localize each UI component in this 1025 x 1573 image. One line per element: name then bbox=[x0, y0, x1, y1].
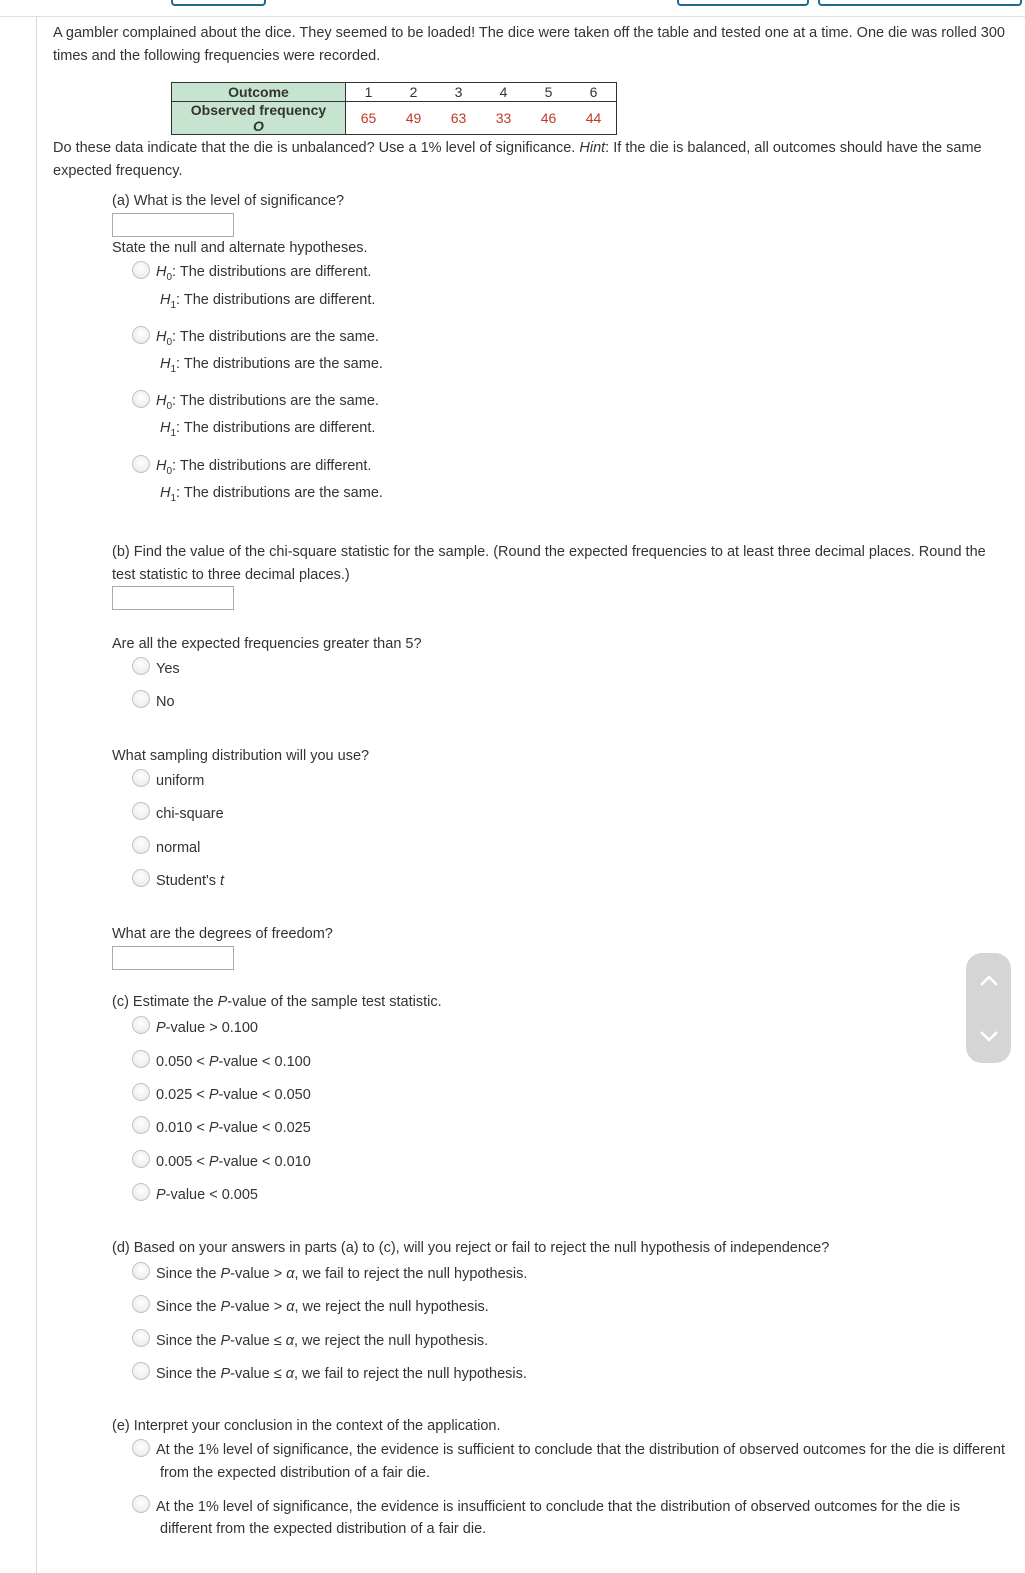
distribution-prompt: What sampling distribution will you use? bbox=[112, 748, 370, 764]
question-line2: expected frequency. bbox=[53, 163, 183, 179]
hypothesis-1-h1 bbox=[160, 290, 375, 316]
observed-cell: 44 bbox=[571, 102, 617, 135]
decision-pre: Since the bbox=[156, 1333, 221, 1349]
pvalue-option-2 bbox=[156, 1052, 311, 1072]
part-a-prompt: (a) What is the level of significance? bbox=[112, 193, 345, 209]
question-pre: Do these data indicate that the die is unbalanced? Use a 1% level of significance. bbox=[53, 140, 580, 156]
h-symbol: H bbox=[156, 393, 167, 409]
alpha-symbol: α bbox=[285, 1333, 294, 1349]
expected-option-no: No bbox=[156, 694, 175, 710]
h0-text: : The distributions are different. bbox=[172, 458, 372, 474]
pvalue-radio-2[interactable] bbox=[132, 1050, 150, 1068]
question-line1 bbox=[53, 137, 982, 160]
distribution-radio-chi-square[interactable] bbox=[132, 802, 150, 820]
part-b-prompt-line2: test statistic to three decimal places.) bbox=[112, 567, 350, 583]
pvalue-post: -value < 0.050 bbox=[218, 1087, 311, 1103]
h1-text: : The distributions are different. bbox=[176, 292, 376, 308]
degrees-of-freedom-input[interactable] bbox=[112, 946, 234, 970]
observed-header bbox=[172, 102, 346, 135]
conclusion-option-2-line1: At the 1% level of significance, the evidence is insufficient to conclude that the distribution of observed outcomes for the die is bbox=[156, 1499, 961, 1515]
conclusion-option-2-line2: different from the expected distribution of a fair die. bbox=[160, 1521, 487, 1537]
expected-option-yes: Yes bbox=[156, 661, 180, 677]
h1-text: : The distributions are the same. bbox=[176, 356, 383, 372]
pvalue-post: -value < 0.010 bbox=[218, 1154, 311, 1170]
decision-post: , we fail to reject the null hypothesis. bbox=[293, 1366, 527, 1382]
h-subscript: 1 bbox=[170, 363, 177, 375]
decision-radio-1[interactable] bbox=[132, 1262, 150, 1280]
question-post: : If the die is balanced, all outcomes should have the same bbox=[605, 140, 982, 156]
chevron-down-icon bbox=[978, 1029, 1000, 1043]
pvalue-option-5 bbox=[156, 1152, 311, 1172]
h-symbol: H bbox=[156, 458, 167, 474]
pvalue-pre: 0.025 < bbox=[156, 1087, 209, 1103]
conclusion-radio-2[interactable] bbox=[132, 1495, 150, 1513]
outcome-cell: 6 bbox=[571, 83, 617, 102]
p-symbol: P bbox=[208, 1120, 219, 1136]
hypothesis-4-h0 bbox=[156, 456, 371, 482]
decision-option-1 bbox=[156, 1264, 527, 1284]
part-d-prompt: (d) Based on your answers in parts (a) to (c), will you reject or fail to reject the null hypothesis of independence? bbox=[112, 1240, 830, 1256]
hypothesis-2-h0 bbox=[156, 327, 379, 353]
p-symbol: P bbox=[220, 1299, 231, 1315]
part-c-post: -value of the sample test statistic. bbox=[227, 994, 442, 1010]
decision-mid: -value ≤ bbox=[230, 1333, 286, 1349]
decision-pre: Since the bbox=[156, 1266, 221, 1282]
hypothesis-radio-3[interactable] bbox=[132, 390, 150, 408]
p-symbol: P bbox=[156, 1187, 166, 1203]
p-symbol: P bbox=[220, 1266, 231, 1282]
question-nav bbox=[966, 953, 1011, 1063]
pvalue-option-3 bbox=[156, 1085, 311, 1105]
hypothesis-radio-2[interactable] bbox=[132, 326, 150, 344]
problem-intro-line1: A gambler complained about the dice. They seemed to be loaded! The dice were taken off the table and tested one at a time. One die was rolled 300 bbox=[53, 25, 1005, 41]
pvalue-radio-1[interactable] bbox=[132, 1016, 150, 1034]
h-subscript: 1 bbox=[170, 492, 177, 504]
pvalue-option-1 bbox=[156, 1018, 258, 1038]
p-symbol: P bbox=[220, 1333, 231, 1349]
expected-prompt: Are all the expected frequencies greater than 5? bbox=[112, 636, 422, 652]
expected-radio-no[interactable] bbox=[132, 690, 150, 708]
frequency-table bbox=[171, 82, 617, 135]
expected-radio-yes[interactable] bbox=[132, 657, 150, 675]
alpha-symbol: α bbox=[286, 1266, 295, 1282]
distribution-radio-normal[interactable] bbox=[132, 836, 150, 854]
pvalue-pre: 0.050 < bbox=[156, 1054, 209, 1070]
h-subscript: 1 bbox=[170, 299, 177, 311]
p-symbol: P bbox=[208, 1054, 219, 1070]
pvalue-pre: 0.005 < bbox=[156, 1154, 209, 1170]
hint-word: Hint bbox=[579, 140, 606, 156]
decision-radio-4[interactable] bbox=[132, 1362, 150, 1380]
hypothesis-1-h0 bbox=[156, 262, 371, 288]
hypotheses-prompt: State the null and alternate hypotheses. bbox=[112, 240, 368, 256]
pvalue-option-6 bbox=[156, 1185, 258, 1205]
t-symbol: t bbox=[220, 873, 225, 889]
outcome-cell: 1 bbox=[346, 83, 392, 102]
h1-text: : The distributions are different. bbox=[176, 420, 376, 436]
decision-post: , we reject the null hypothesis. bbox=[294, 1299, 489, 1315]
pvalue-radio-5[interactable] bbox=[132, 1150, 150, 1168]
h-symbol: H bbox=[160, 356, 171, 372]
hypothesis-radio-1[interactable] bbox=[132, 261, 150, 279]
outcome-cell: 4 bbox=[481, 83, 526, 102]
decision-pre: Since the bbox=[156, 1366, 221, 1382]
alpha-symbol: α bbox=[286, 1299, 295, 1315]
significance-input[interactable] bbox=[112, 213, 234, 237]
hypothesis-3-h0 bbox=[156, 391, 379, 417]
conclusion-option-1-line1: At the 1% level of significance, the evidence is sufficient to conclude that the distribution of observed outcomes for the die is different bbox=[156, 1442, 1006, 1458]
p-symbol: P bbox=[220, 1366, 231, 1382]
alpha-symbol: α bbox=[285, 1366, 294, 1382]
top-bar bbox=[0, 0, 1025, 17]
top-tab-button-3[interactable] bbox=[818, 0, 1022, 6]
top-tab-button-2[interactable] bbox=[677, 0, 809, 6]
nav-down-button[interactable] bbox=[966, 1008, 1011, 1063]
observed-label: Observed frequency bbox=[190, 102, 327, 118]
outcome-row bbox=[172, 83, 617, 102]
hypothesis-2-h1 bbox=[160, 354, 383, 380]
observed-cell: 33 bbox=[481, 102, 526, 135]
pvalue-post: -value < 0.005 bbox=[165, 1187, 258, 1203]
distribution-option-chi-square: chi-square bbox=[156, 806, 224, 822]
h1-text: : The distributions are the same. bbox=[176, 485, 383, 501]
observed-symbol: O bbox=[253, 118, 264, 134]
distribution-option-students-t bbox=[156, 871, 224, 891]
pvalue-post: -value < 0.025 bbox=[218, 1120, 311, 1136]
df-prompt: What are the degrees of freedom? bbox=[112, 926, 333, 942]
p-symbol: P bbox=[208, 1154, 219, 1170]
pvalue-option-4 bbox=[156, 1118, 311, 1138]
part-e-prompt: (e) Interpret your conclusion in the context of the application. bbox=[112, 1418, 501, 1434]
h-subscript: 0 bbox=[166, 465, 173, 477]
h0-text: : The distributions are the same. bbox=[172, 329, 379, 345]
hypothesis-radio-4[interactable] bbox=[132, 455, 150, 473]
part-c-pre: (c) Estimate the bbox=[112, 994, 218, 1010]
decision-option-4 bbox=[156, 1364, 527, 1384]
pvalue-pre: 0.010 < bbox=[156, 1120, 209, 1136]
observed-cell: 65 bbox=[346, 102, 392, 135]
part-b-prompt-line1: (b) Find the value of the chi-square statistic for the sample. (Round the expected frequencies to at least three decimal places. Round the bbox=[112, 544, 986, 560]
h-symbol: H bbox=[160, 485, 171, 501]
p-symbol: P bbox=[217, 994, 228, 1010]
pvalue-post: -value > 0.100 bbox=[165, 1020, 258, 1036]
h-subscript: 1 bbox=[170, 427, 177, 439]
nav-up-button[interactable] bbox=[966, 953, 1011, 1008]
h-symbol: H bbox=[160, 292, 171, 308]
problem-intro-line2: times and the following frequencies were recorded. bbox=[53, 48, 381, 64]
outcome-cell: 5 bbox=[526, 83, 571, 102]
decision-radio-3[interactable] bbox=[132, 1329, 150, 1347]
h-subscript: 0 bbox=[166, 336, 173, 348]
outcome-cell: 2 bbox=[391, 83, 436, 102]
distribution-option-uniform: uniform bbox=[156, 773, 205, 789]
distribution-radio-uniform[interactable] bbox=[132, 769, 150, 787]
students-label: Student's bbox=[156, 873, 221, 889]
h0-text: : The distributions are different. bbox=[172, 264, 372, 280]
outcome-header: Outcome bbox=[172, 83, 346, 102]
decision-radio-2[interactable] bbox=[132, 1295, 150, 1313]
conclusion-radio-1[interactable] bbox=[132, 1439, 150, 1457]
decision-option-3 bbox=[156, 1331, 488, 1351]
pvalue-radio-3[interactable] bbox=[132, 1083, 150, 1101]
outcome-cell: 3 bbox=[436, 83, 481, 102]
chi-square-input[interactable] bbox=[112, 586, 234, 610]
decision-mid: -value > bbox=[230, 1266, 287, 1282]
p-symbol: P bbox=[156, 1020, 166, 1036]
hypothesis-4-h1 bbox=[160, 483, 383, 509]
h-symbol: H bbox=[156, 264, 167, 280]
decision-option-2 bbox=[156, 1297, 489, 1317]
h0-text: : The distributions are the same. bbox=[172, 393, 379, 409]
pvalue-radio-6[interactable] bbox=[132, 1183, 150, 1201]
distribution-radio-students-t[interactable] bbox=[132, 869, 150, 887]
decision-mid: -value > bbox=[230, 1299, 287, 1315]
decision-mid: -value ≤ bbox=[230, 1366, 286, 1382]
conclusion-option-1-line2: from the expected distribution of a fair die. bbox=[160, 1465, 431, 1481]
part-c-prompt bbox=[112, 991, 442, 1014]
hypothesis-3-h1 bbox=[160, 418, 375, 444]
h-subscript: 0 bbox=[166, 271, 173, 283]
observed-cell: 46 bbox=[526, 102, 571, 135]
left-border bbox=[36, 17, 37, 1573]
observed-row bbox=[172, 102, 617, 135]
h-symbol: H bbox=[160, 420, 171, 436]
top-tab-button-1[interactable] bbox=[171, 0, 266, 6]
h-subscript: 0 bbox=[166, 400, 173, 412]
h-symbol: H bbox=[156, 329, 167, 345]
decision-post: , we fail to reject the null hypothesis. bbox=[294, 1266, 528, 1282]
distribution-option-normal: normal bbox=[156, 840, 201, 856]
p-symbol: P bbox=[208, 1087, 219, 1103]
decision-post: , we reject the null hypothesis. bbox=[293, 1333, 489, 1349]
pvalue-post: -value < 0.100 bbox=[218, 1054, 311, 1070]
observed-cell: 49 bbox=[391, 102, 436, 135]
pvalue-radio-4[interactable] bbox=[132, 1116, 150, 1134]
decision-pre: Since the bbox=[156, 1299, 221, 1315]
chevron-up-icon bbox=[978, 974, 1000, 988]
observed-cell: 63 bbox=[436, 102, 481, 135]
